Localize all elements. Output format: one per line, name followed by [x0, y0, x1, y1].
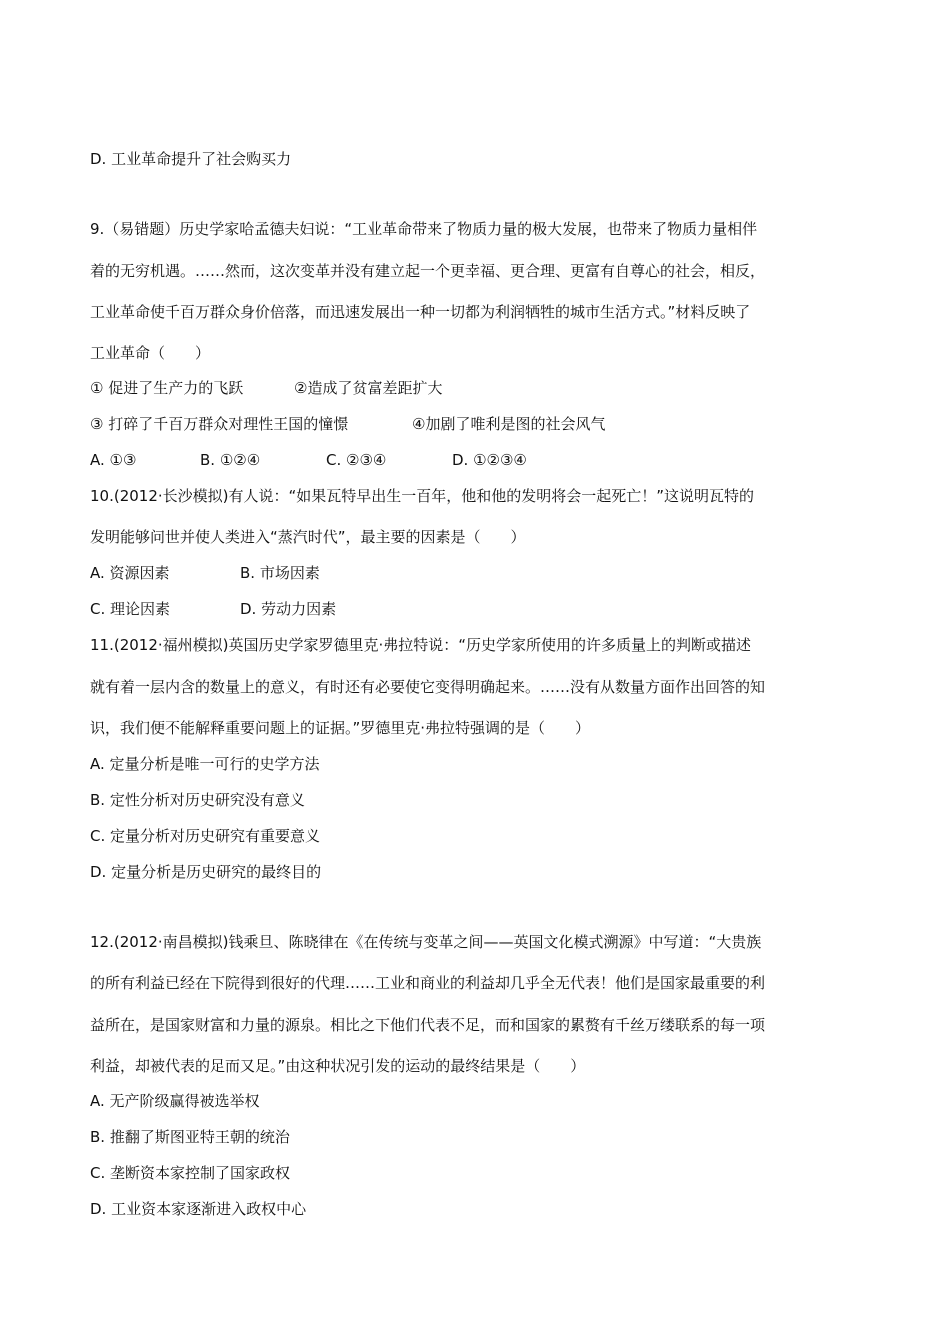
q9-option-b: B. ①②④ — [200, 451, 261, 469]
q9-stem-line-4: 工业革命（ ） — [90, 344, 211, 362]
q12-stem-line-1: 12.(2012·南昌模拟)钱乘旦、陈晓律在《在传统与变革之间——英国文化模式溯源》中写道：“大贵族 — [90, 933, 762, 951]
q12-option-a: A. 无产阶级赢得被选举权 — [90, 1092, 260, 1110]
q11-option-a: A. 定量分析是唯一可行的史学方法 — [90, 755, 320, 773]
q12-option-d: D. 工业资本家逐渐进入政权中心 — [90, 1200, 307, 1218]
q9-items-row-2 — [90, 413, 605, 435]
q12-stem-line-3: 益所在，是国家财富和力量的源泉。相比之下他们代表不足，而和国家的累赘有千丝万缕联系的每一项 — [90, 1016, 766, 1034]
q9-option-a: A. ①③ — [90, 451, 137, 469]
q9-items-row-1 — [90, 377, 442, 399]
q9-item-1: ① 促进了生产力的飞跃 — [90, 379, 244, 397]
q10-option-c: C. 理论因素 — [90, 600, 171, 618]
q9-stem-line-2: 着的无穷机遇。……然而，这次变革并没有建立起一个更幸福、更合理、更富有自尊心的社会，相反， — [90, 262, 766, 280]
q11-stem-line-1: 11.(2012·福州模拟)英国历史学家罗德里克·弗拉特说：“历史学家所使用的许多质量上的判断或描述 — [90, 636, 752, 654]
q9-item-2: ②造成了贫富差距扩大 — [294, 379, 443, 397]
q10-options-row-1 — [90, 562, 320, 584]
q10-stem-line-2: 发明能够问世并使人类进入“蒸汽时代”，最主要的因素是（ ） — [90, 528, 526, 546]
q11-option-d: D. 定量分析是历史研究的最终目的 — [90, 863, 322, 881]
q12-option-c: C. 垄断资本家控制了国家政权 — [90, 1164, 291, 1182]
q11-option-b: B. 定性分析对历史研究没有意义 — [90, 791, 305, 809]
q9-item-4: ④加剧了唯利是图的社会风气 — [412, 415, 606, 433]
q10-option-b: B. 市场因素 — [240, 564, 320, 582]
q12-option-b: B. 推翻了斯图亚特王朝的统治 — [90, 1128, 290, 1146]
q11-stem-line-2: 就有着一层内含的数量上的意义，有时还有必要使它变得明确起来。……没有从数量方面作出回答的知 — [90, 678, 766, 696]
q9-option-d: D. ①②③④ — [452, 451, 527, 469]
q9-options-row — [90, 449, 527, 471]
q12-stem-line-2: 的所有利益已经在下院得到很好的代理……工业和商业的利益却几乎全无代表！他们是国家最重要的利 — [90, 974, 766, 992]
q9-stem-line-3: 工业革命使千百万群众身价倍落，而迅速发展出一种一切都为利润牺牲的城市生活方式。”材料反映了 — [90, 303, 751, 321]
q12-stem-line-4: 利益，却被代表的足而又足。”由这种状况引发的运动的最终结果是（ ） — [90, 1057, 586, 1075]
q9-option-c: C. ②③④ — [326, 451, 387, 469]
q9-item-3: ③ 打碎了千百万群众对理性王国的憧憬 — [90, 415, 349, 433]
q10-option-d: D. 劳动力因素 — [240, 600, 337, 618]
q8-option-d: D. 工业革命提升了社会购买力 — [90, 150, 292, 168]
q11-option-c: C. 定量分析对历史研究有重要意义 — [90, 827, 321, 845]
q9-stem-line-1: 9.（易错题）历史学家哈孟德夫妇说：“工业革命带来了物质力量的极大发展，也带来了物质力量相伴 — [90, 220, 758, 238]
q10-stem-line-1: 10.(2012·长沙模拟)有人说：“如果瓦特早出生一百年，他和他的发明将会一起死亡！”这说明瓦特的 — [90, 487, 755, 505]
q11-stem-line-3: 识，我们便不能解释重要问题上的证据。”罗德里克·弗拉特强调的是（ ） — [90, 719, 591, 737]
q10-options-row-2 — [90, 598, 336, 620]
q10-option-a: A. 资源因素 — [90, 564, 170, 582]
